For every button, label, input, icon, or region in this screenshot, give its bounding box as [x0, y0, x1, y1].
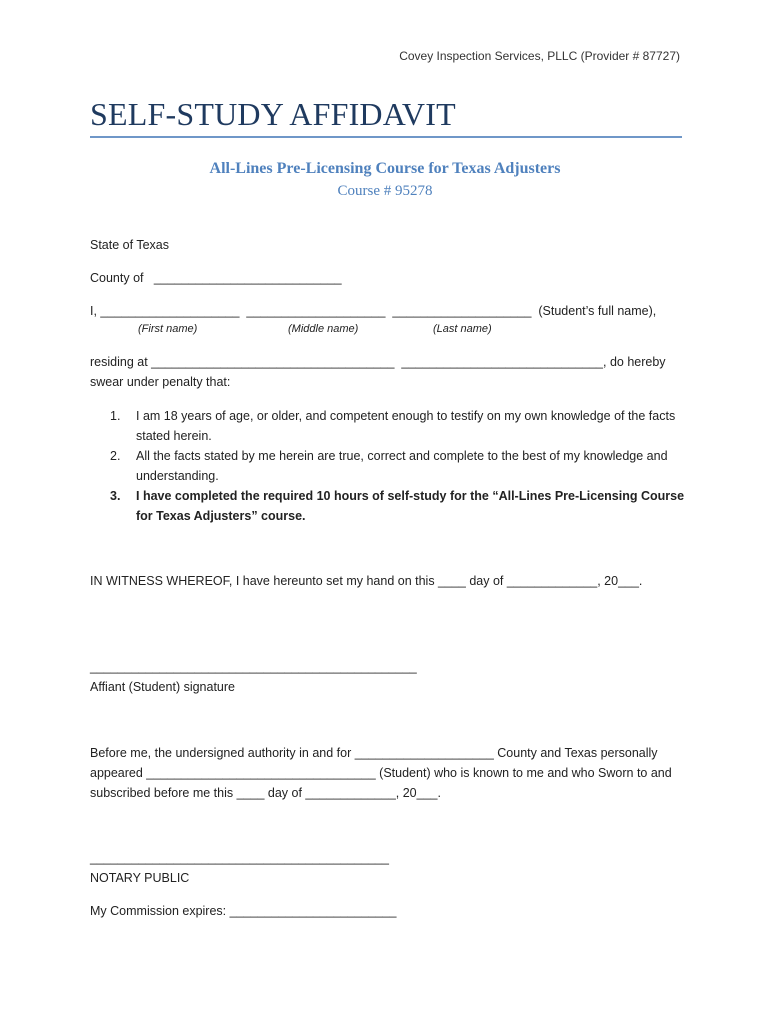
signature-field[interactable]: _______________________________________________: [90, 660, 417, 674]
list-item: 2. All the facts stated by me herein are true, correct and complete to the best of my knowledge and understanding.: [110, 449, 668, 483]
statement-list: [110, 406, 685, 526]
notary-signature-field[interactable]: ___________________________________________: [90, 851, 389, 865]
page-title: SELF-STUDY AFFIDAVIT: [90, 96, 456, 132]
county-field[interactable]: County of ___________________________: [90, 271, 342, 285]
signature-label: Affiant (Student) signature: [90, 680, 235, 694]
course-subtitle: All-Lines Pre-Licensing Course for Texas Adjusters: [209, 160, 561, 177]
state-line: State of Texas: [90, 238, 169, 252]
last-name-label: (Last name): [433, 323, 492, 335]
residence-field[interactable]: residing at ___________________________________ _____________________________, do hereby: [90, 355, 666, 369]
provider-header: Covey Inspection Services, PLLC (Provider # 87727): [399, 49, 680, 63]
list-item: 1. I am 18 years of age, or older, and competent enough to testify on my own knowledge of the facts stated herein.: [110, 409, 676, 443]
title-rule: [90, 136, 682, 138]
notary-label: NOTARY PUBLIC: [90, 871, 190, 885]
course-number: Course # 95278: [337, 183, 433, 199]
witness-line[interactable]: IN WITNESS WHEREOF, I have hereunto set my hand on this ____ day of _____________, 20___.: [90, 574, 643, 588]
swear-line: swear under penalty that:: [90, 375, 231, 389]
first-name-label: (First name): [138, 323, 198, 335]
list-item: 3. I have completed the required 10 hours of self-study for the “All-Lines Pre-Licensing Course for Texas Adjusters” course.: [110, 489, 685, 523]
student-name-field[interactable]: I, ____________________ ____________________ ____________________ (Student’s full name),: [90, 304, 657, 318]
commission-expiry-field[interactable]: My Commission expires: ________________________: [90, 904, 397, 918]
middle-name-label: (Middle name): [288, 323, 359, 335]
notary-paragraph[interactable]: Before me, the undersigned authority in and for ____________________ County and Texas personally appeared _________________________________ (Student) who is known to me and who Sworn to and subscribed before me this ____ day of _____________, 20___.: [90, 746, 672, 800]
